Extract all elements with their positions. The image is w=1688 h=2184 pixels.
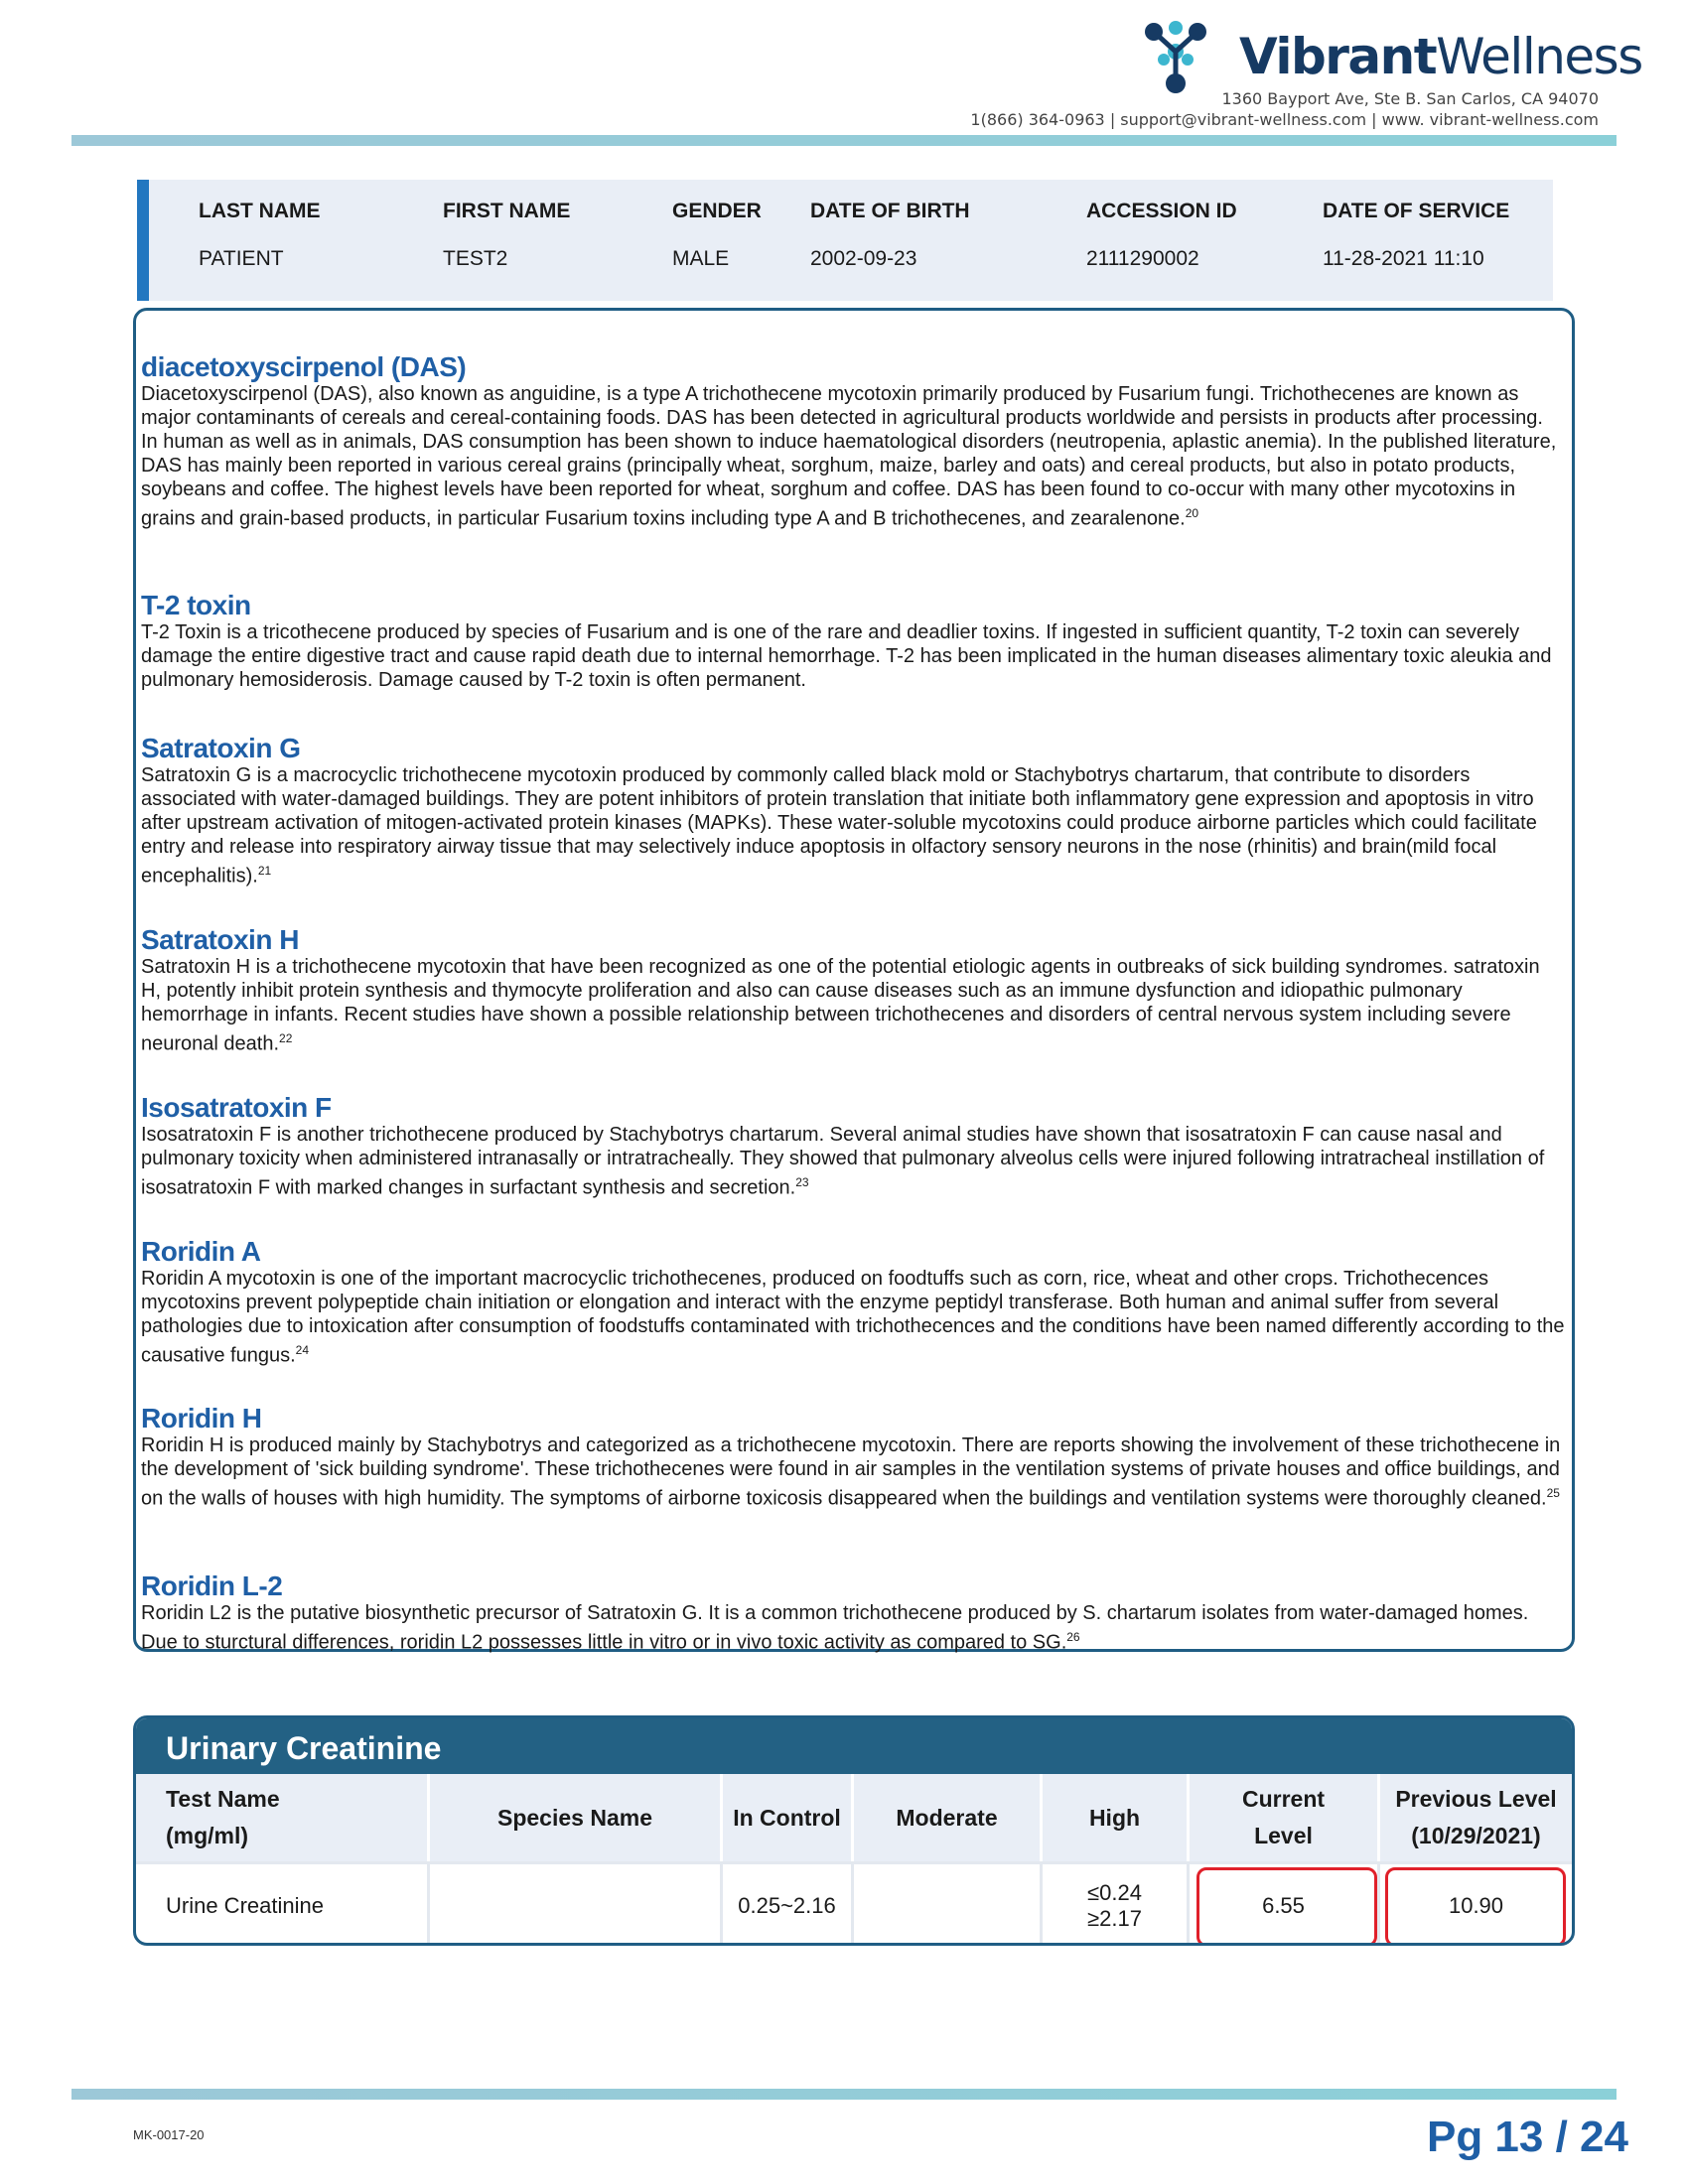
entry-roridin-l2 [141,1571,1565,1655]
entry-text: Diacetoxyscirpenol (DAS), also known as anguidine, is a type A trichothecene mycotoxin primarily produced by Fusarium fungi. Trichothecenes are known as major contaminants of cereals and cereal-containing foods. DAS has been detected in agricultural products worldwide and persists in products after processing. In human as well as in animals, DAS consumption has been shown to induce haematological disorders (neutropenia, aplastic anemia). In the published literature, DAS has mainly been reported in various cereal grains (principally wheat, sorghum, maize, barley and oats) and cereal products, but also in potato products, soybeans and coffee. The highest levels have been reported for wheat, sorghum and coffee. DAS has been found to co-occur with many other mycotoxins in grains and grain-based products, in particular Fusarium toxins including type A and B trichothecenes, and zearalenone.$^{20}$ [141,383,1557,530]
patient-first-name: FIRST NAME TEST2 [443,200,571,270]
header-current-level: Current Level [1190,1774,1380,1861]
previous-level-highlight [1385,1867,1566,1946]
entry-roridin-a [141,1237,1565,1368]
company-address: 1360 Bayport Ave, Ste B. San Carlos, CA 94070 [1221,89,1599,108]
header-test-name: Test Name (mg/ml) [136,1774,430,1861]
entry-t2-toxin [141,591,1565,692]
entry-text: Roridin H is produced mainly by Stachybotrys and categorized as a trichothecene mycotoxin. There are reports showing the involvement of these trichothecene in the development of 'sick building syndrome'. These trichothecenes were found in air samples in the ventilation systems of private houses and office buildings, and on the walls of houses with high humidity. The symptoms of airborne toxicosis disappeared when the buildings and ventilation systems were thoroughly cleaned.$^{25}$ [141,1434,1561,1510]
entry-title: Roridin L-2 [141,1570,283,1601]
brand-name: VibrantWellness [1239,28,1642,85]
cell-test-name: Urine Creatinine [136,1861,430,1946]
entry-title: diacetoxyscirpenol (DAS) [141,351,467,382]
company-contact: 1(866) 364-0963 | support@vibrant-wellness.com | www. vibrant-wellness.com [970,110,1599,129]
header-high: High [1043,1774,1190,1861]
entry-title: Roridin H [141,1403,262,1433]
entry-isosatratoxin-f [141,1093,1565,1200]
urinary-creatinine-title: Urinary Creatinine [166,1730,442,1766]
header-in-control: In Control [723,1774,854,1861]
header-divider [71,135,1617,146]
cell-in-control: 0.25~2.16 [723,1861,854,1946]
header-moderate: Moderate [854,1774,1043,1861]
cell-previous-level: 10.90 [1380,1861,1572,1946]
footer-divider [71,2089,1617,2100]
cell-moderate [854,1861,1043,1946]
entry-roridin-h [141,1404,1565,1511]
page-number: Pg 13 / 24 [1426,2113,1628,2161]
header-species-name: Species Name [430,1774,723,1861]
entry-satratoxin-g [141,734,1565,888]
patient-dob: DATE OF BIRTH 2002-09-23 [810,200,970,270]
patient-info-bar [137,180,1553,301]
logo-molecule-icon [1142,20,1221,99]
entry-title: Satratoxin H [141,924,299,955]
patient-gender: GENDER MALE [672,200,762,270]
patient-accession-id: ACCESSION ID 2111290002 [1086,200,1237,270]
cell-current-level: 6.55 [1190,1861,1380,1946]
urinary-creatinine-header [136,1718,1572,1774]
patient-last-name: LAST NAME PATIENT [199,200,321,270]
entry-text: Satratoxin H is a trichothecene mycotoxin that have been recognized as one of the potential etiologic agents in outbreaks of sick building syndromes. satratoxin H, potently inhibit protein synthesis and thymocyte proliferation and also can cause diseases such as an immune dysfunction and idiopathic pulmonary hemorrhage in infants. Recent studies have shown a possible relationship between trichothecenes and disorders of central nervous system including severe neuronal death.$^{22}$ [141,956,1540,1055]
entry-title: Isosatratoxin F [141,1092,332,1123]
entry-das [141,352,1565,531]
patient-date-of-service: DATE OF SERVICE 11-28-2021 11:10 [1323,200,1510,270]
entry-satratoxin-h [141,925,1565,1056]
header-previous-level: Previous Level (10/29/2021) [1380,1774,1572,1861]
cell-species-name [430,1861,723,1946]
entry-title: Satratoxin G [141,733,301,763]
entry-title: T-2 toxin [141,590,251,620]
vibrant-wellness-logo [1142,20,1642,94]
entry-text: Roridin A mycotoxin is one of the important macrocyclic trichothecenes, produced on foodtuffs such as corn, rice, wheat and other crops. Trichothecences mycotoxins prevent polypeptide chain initiation or elongation and interact with the enzyme peptidyl transferase. Both human and animal suffer from several pathologies due to intoxication after consumption of foodstuffs contaminated with trichothecences and the conditions have been named differently according to the causative fungus.$^{24}$ [141,1268,1565,1367]
entry-text: T-2 Toxin is a tricothecene produced by species of Fusarium and is one of the rare and deadlier toxins. If ingested in sufficient quantity, T-2 toxin can severely damage the entire digestive tract and cause rapid death due to internal hemorrhage. T-2 has been implicated in the human diseases alimentary toxic aleukia and pulmonary hemosiderosis. Damage caused by T-2 toxin is often permanent. [141,621,1552,691]
entry-text: Isosatratoxin F is another trichothecene produced by Stachybotrys chartarum. Several animal studies have shown that isosatratoxin F can cause nasal and pulmonary toxicity when administered intranasally or intratracheally. They showed that pulmonary alveolus cells were injured following intratracheal instillation of isosatratoxin F with marked changes in surfactant synthesis and secretion.$^{23}$ [141,1124,1545,1199]
entry-text: Satratoxin G is a macrocyclic trichothecene mycotoxin produced by commonly called black mold or Stachybotrys chartarum, that contribute to disorders associated with water-damaged buildings. They are potent inhibitors of protein translation that initiate both inflammatory gene expression and apoptosis in vitro after upstream activation of mitogen-activated protein kinases (MAPKs). These water-soluble mycotoxins could produce airborne particles which could facilitate entry and release into respiratory airway tissue that may selectively induce apoptosis in olfactory sensory neurons in the nose (rhinitis) and brain(mild focal encephalitis).$^{21}$ [141,764,1537,887]
cell-high: ≤0.24 ≥2.17 [1043,1861,1190,1946]
entry-title: Roridin A [141,1236,261,1267]
current-level-highlight [1196,1867,1377,1946]
document-id: MK-0017-20 [133,2127,205,2142]
urinary-creatinine-panel [133,1715,1575,1946]
entry-text: Roridin L2 is the putative biosynthetic precursor of Satratoxin G. It is a common trichothecene produced by S. chartarum isolates from water-damaged homes. Due to sturctural differences, roridin L2 possesses little in vitro or in vivo toxic activity as compared to SG.$^{26}$ [141,1602,1529,1654]
